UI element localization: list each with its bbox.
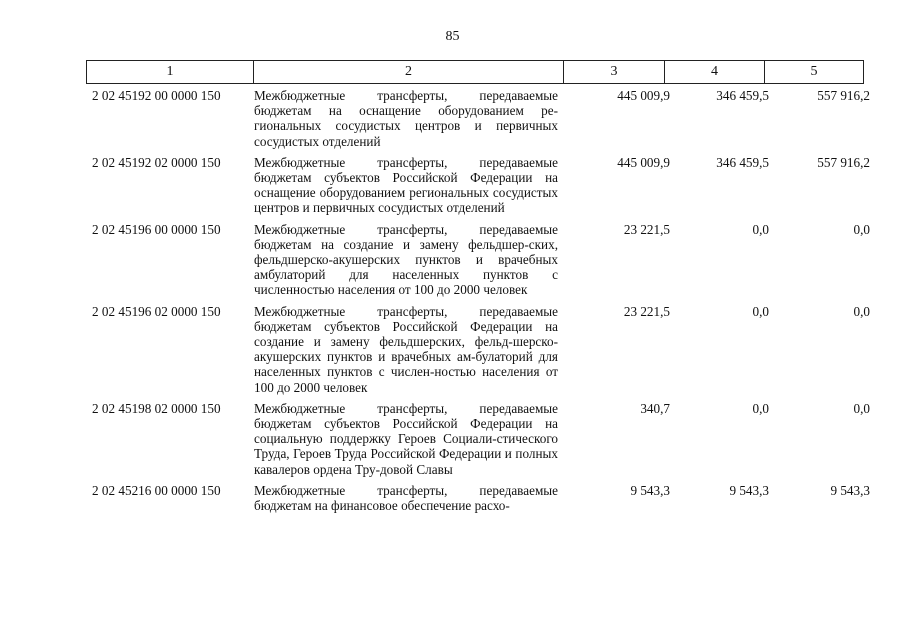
amount-col-5: 557 916,2 bbox=[817, 154, 870, 170]
income-name: Межбюджетные трансферты, передаваемые бюджетам на создание и замену фельдшер-ских, фельдшерско-акушерских пунктов и врачебных амбулаторий для населенных пунктов с численностью населения от 100 до 2000 человек bbox=[254, 221, 558, 298]
page-number: 85 bbox=[445, 29, 460, 44]
amount-col-4: 9 543,3 bbox=[729, 482, 769, 498]
column-header-2: 2 bbox=[253, 61, 563, 83]
column-header-3: 3 bbox=[563, 61, 664, 83]
amount-col-5: 9 543,3 bbox=[830, 482, 870, 498]
budget-code: 2 02 45192 00 0000 150 bbox=[92, 88, 221, 103]
amount-col-5: 557 916,2 bbox=[817, 88, 870, 103]
table-row bbox=[86, 483, 876, 513]
income-name: Межбюджетные трансферты, передаваемые бюджетам субъектов Российской Федерации на создание и замену фельдшерских, фельд-шерско-акушерских пунктов и врачебных ам-булаторий для населенных пунктов с числен-ностью населения от 100 до 2000 человек bbox=[254, 303, 558, 395]
table-body bbox=[86, 88, 876, 519]
budget-code: 2 02 45198 02 0000 150 bbox=[92, 400, 221, 416]
amount-col-3: 445 009,9 bbox=[617, 88, 670, 103]
income-name: Межбюджетные трансферты, передаваемые бюджетам субъектов Российской Федерации на оснащение оборудованием региональных сосудистых центров и первичных сосудистых отделений bbox=[254, 154, 558, 216]
amount-col-4: 0,0 bbox=[752, 221, 769, 237]
budget-code: 2 02 45196 02 0000 150 bbox=[92, 303, 221, 319]
amount-col-3: 23 221,5 bbox=[623, 221, 670, 237]
table-row bbox=[86, 155, 876, 216]
income-name: Межбюджетные трансферты, передаваемые бюджетам на финансовое обеспечение расхо- bbox=[254, 482, 558, 514]
income-name: Межбюджетные трансферты, передаваемые бюджетам на оснащение оборудованием ре-гиональных сосудистых центров и первичных сосудистых отделений bbox=[254, 88, 558, 149]
budget-code: 2 02 45216 00 0000 150 bbox=[92, 482, 221, 498]
amount-col-4: 0,0 bbox=[752, 400, 769, 416]
amount-col-4: 0,0 bbox=[752, 303, 769, 319]
table-row bbox=[86, 222, 876, 298]
amount-col-3: 445 009,9 bbox=[617, 154, 670, 170]
amount-col-3: 9 543,3 bbox=[630, 482, 670, 498]
amount-col-4: 346 459,5 bbox=[716, 88, 769, 103]
amount-col-5: 0,0 bbox=[853, 221, 870, 237]
column-header-5: 5 bbox=[764, 61, 864, 83]
budget-code: 2 02 45196 00 0000 150 bbox=[92, 221, 221, 237]
table-header bbox=[86, 60, 864, 84]
table-row bbox=[86, 401, 876, 477]
amount-col-3: 23 221,5 bbox=[623, 303, 670, 319]
amount-col-3: 340,7 bbox=[640, 400, 670, 416]
table-row bbox=[86, 304, 876, 395]
budget-code: 2 02 45192 02 0000 150 bbox=[92, 154, 221, 170]
amount-col-4: 346 459,5 bbox=[716, 154, 769, 170]
income-name: Межбюджетные трансферты, передаваемые бюджетам субъектов Российской Федерации на социальную поддержку Героев Социали-стического Труда, Героев Труда Российской Федерации и полных кавалеров ордена Тру-довой Славы bbox=[254, 400, 558, 477]
table-row bbox=[86, 88, 876, 149]
amount-col-5: 0,0 bbox=[853, 303, 870, 319]
column-header-4: 4 bbox=[664, 61, 764, 83]
amount-col-5: 0,0 bbox=[853, 400, 870, 416]
column-header-1: 1 bbox=[86, 61, 253, 83]
